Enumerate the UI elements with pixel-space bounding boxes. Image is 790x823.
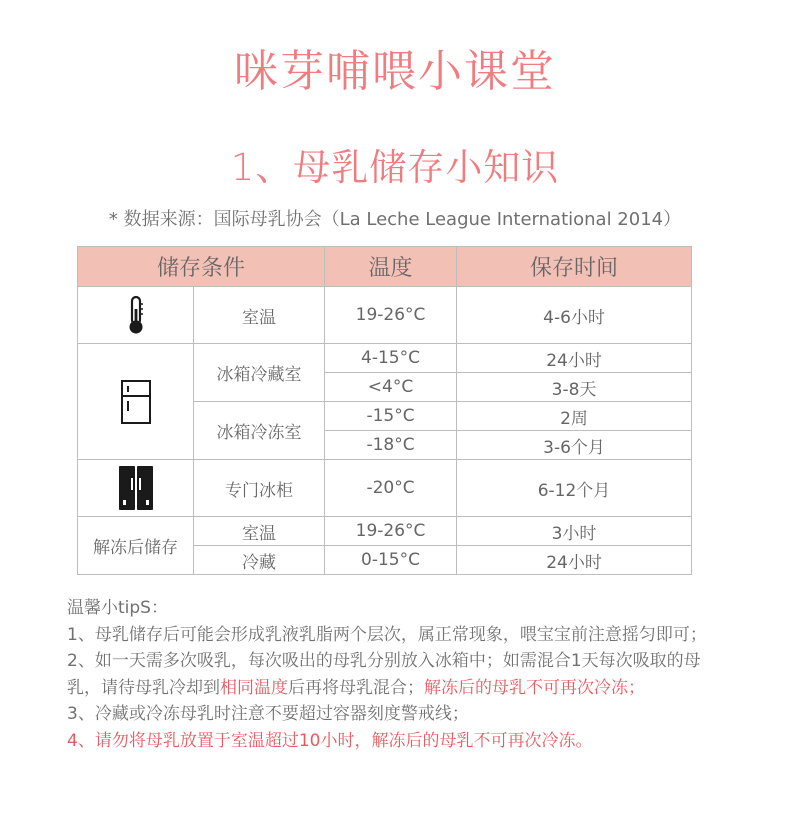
cell-condition: 室温 (194, 287, 325, 344)
cell-temp: 4-15°C (325, 344, 457, 373)
deep-freezer-icon (78, 460, 194, 517)
cell-condition: 冷藏 (194, 546, 325, 575)
cell-time: 24小时 (457, 546, 692, 575)
table-header-row (78, 247, 692, 287)
cell-temp: <4°C (325, 373, 457, 402)
tip-2-text-cont: 后再将母乳混合； (288, 677, 424, 698)
header-time: 保存时间 (457, 247, 692, 287)
cell-temp: -20°C (325, 460, 457, 517)
tip-3: 3、冷藏或冷冻母乳时注意不要超过容器刻度警戒线； (67, 704, 469, 724)
cell-time: 4-6小时 (457, 287, 692, 344)
tips-heading: 温馨小tipS： (67, 598, 168, 618)
table-row (78, 460, 692, 517)
tip-4-warning: 4、请勿将母乳放置于室温超过10小时，解冻后的母乳不可再次冷冻。 (67, 730, 593, 751)
fridge-icon (78, 344, 194, 460)
cell-temp: 19-26°C (325, 287, 457, 344)
source-note: * 数据来源：国际母乳协会（La Leche League International 2014） (108, 209, 682, 230)
cell-condition: 专门冰柜 (194, 460, 325, 517)
cell-time: 3小时 (457, 517, 692, 546)
header-condition: 储存条件 (78, 247, 325, 287)
tip-2-warning: 解冻后的母乳不可再次冷冻； (424, 677, 645, 698)
cell-time: 2周 (457, 402, 692, 431)
table-row (78, 287, 692, 344)
tips-section (67, 595, 707, 754)
cell-time: 24小时 (457, 344, 692, 373)
tip-1: 1、母乳储存后可能会形成乳液乳脂两个层次，属正常现象，喂宝宝前注意摇匀即可； (67, 624, 707, 645)
header-temperature: 温度 (325, 247, 457, 287)
cell-time: 3-6个月 (457, 431, 692, 460)
cell-temp: -15°C (325, 402, 457, 431)
cell-condition: 冰箱冷藏室 (194, 344, 325, 402)
main-title: 咪芽哺喂小课堂 (234, 46, 556, 97)
tip-2 (67, 648, 707, 701)
cell-temp: 19-26°C (325, 517, 457, 546)
cell-time: 6-12个月 (457, 460, 692, 517)
cell-time: 3-8天 (457, 373, 692, 402)
table-row (78, 517, 692, 546)
tip-2-text: 2、如一天需多次吸乳，每次吸出的母乳分别放入冰箱中；如需混合1天每次吸取的母乳，请待母乳冷却到 (67, 651, 701, 698)
thermometer-icon (78, 287, 194, 344)
cell-temp: -18°C (325, 431, 457, 460)
cell-condition: 室温 (194, 517, 325, 546)
cell-temp: 0-15°C (325, 546, 457, 575)
storage-table (77, 246, 692, 575)
table-row (78, 344, 692, 373)
cell-condition: 冰箱冷冻室 (194, 402, 325, 460)
thawed-storage-label: 解冻后储存 (78, 517, 194, 575)
section-title: 1、母乳储存小知识 (230, 146, 560, 189)
tip-2-highlight-temperature: 相同温度 (220, 677, 288, 698)
